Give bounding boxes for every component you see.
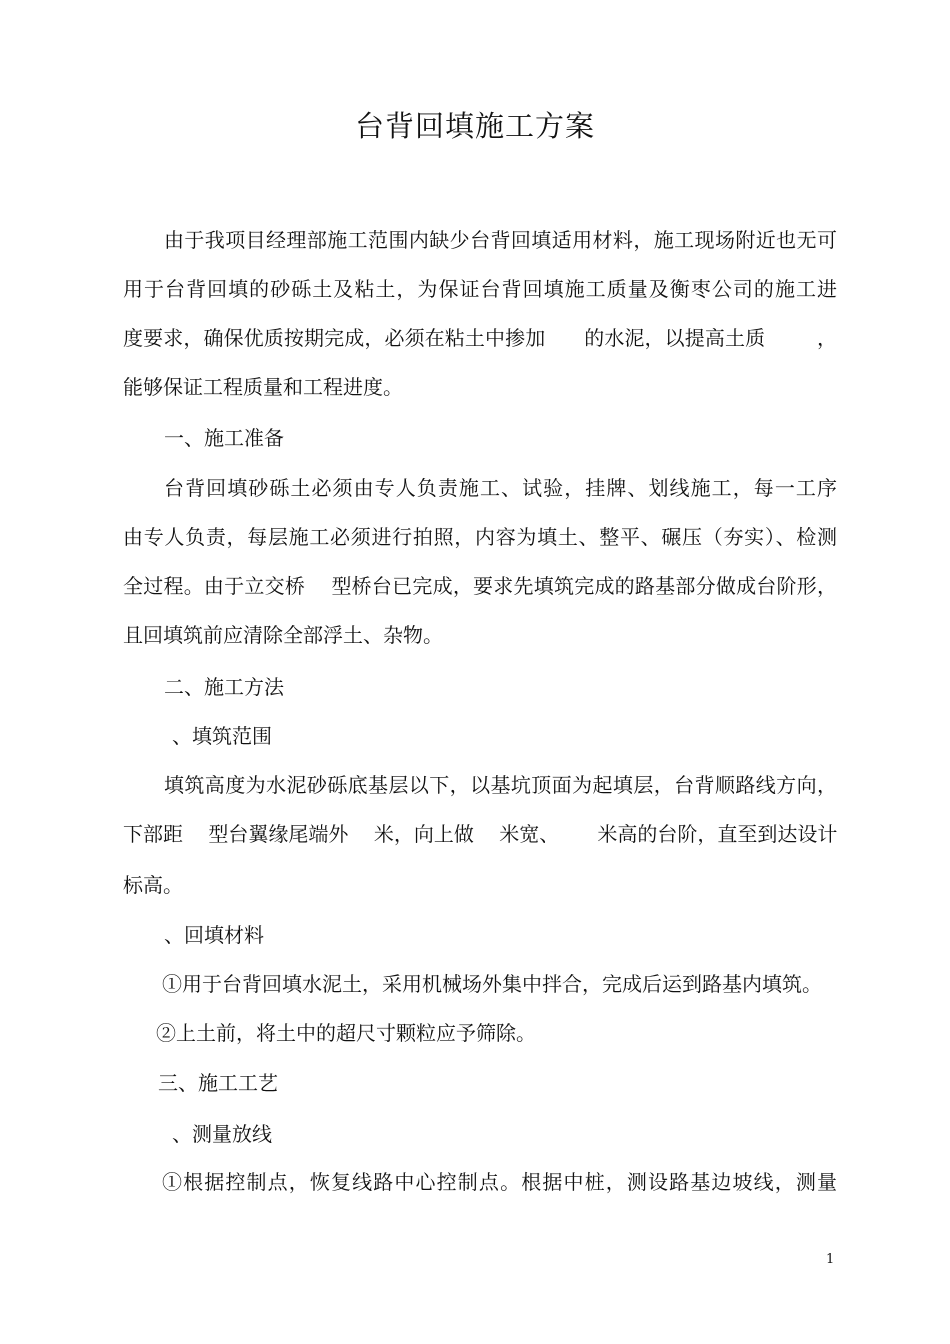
paragraph-line: 台背回填砂砾土必须由专人负责施工、试验，挂牌、划线施工，每一工序 (164, 476, 837, 500)
section-heading: 一、施工准备 (164, 426, 284, 450)
paragraph-line: 填筑高度为水泥砂砾底基层以下，以基坑顶面为起填层，台背顺路线方向， (164, 773, 837, 797)
paragraph-line: 下部距 型台翼缘尾端外 米，向上做 米宽、 米高的台阶，直至到达设计 (123, 822, 838, 846)
paragraph-line: 由于我项目经理部施工范围内缺少台背回填适用材料，施工现场附近也无可 (164, 228, 837, 252)
paragraph-line: 度要求，确保优质按期完成，必须在粘土中掺加 的水泥，以提高土质 ， (123, 326, 837, 350)
page-number: 1 (826, 1252, 835, 1267)
subsection-heading: 、测量放线 (172, 1122, 272, 1146)
list-item: ①用于台背回填水泥土，采用机械场外集中拌合，完成后运到路基内填筑。 (162, 972, 822, 996)
section-heading: 三、施工工艺 (158, 1071, 278, 1095)
subsection-heading: 、填筑范围 (172, 724, 272, 748)
paragraph-line: 且回填筑前应清除全部浮土、杂物。 (123, 623, 443, 647)
list-item: ②上土前，将土中的超尺寸颗粒应予筛除。 (156, 1021, 536, 1045)
paragraph-line: 全过程。由于立交桥 型桥台已完成，要求先填筑完成的路基部分做成台阶形， (123, 574, 837, 598)
subsection-heading: 、回填材料 (164, 923, 264, 947)
paragraph-line: 用于台背回填的砂砾土及粘土，为保证台背回填施工质量及衡枣公司的施工进 (123, 277, 837, 301)
paragraph-line: 由专人负责，每层施工必须进行拍照，内容为填土、整平、碾压（夯实）、检测 (123, 525, 837, 549)
paragraph-line: 能够保证工程质量和工程进度。 (123, 375, 403, 399)
document-title: 台背回填施工方案 (354, 109, 595, 143)
section-heading: 二、施工方法 (164, 675, 284, 699)
paragraph-line: 标高。 (123, 873, 183, 897)
list-item: ①根据控制点，恢复线路中心控制点。根据中桩，测设路基边坡线，测量 (162, 1170, 837, 1194)
